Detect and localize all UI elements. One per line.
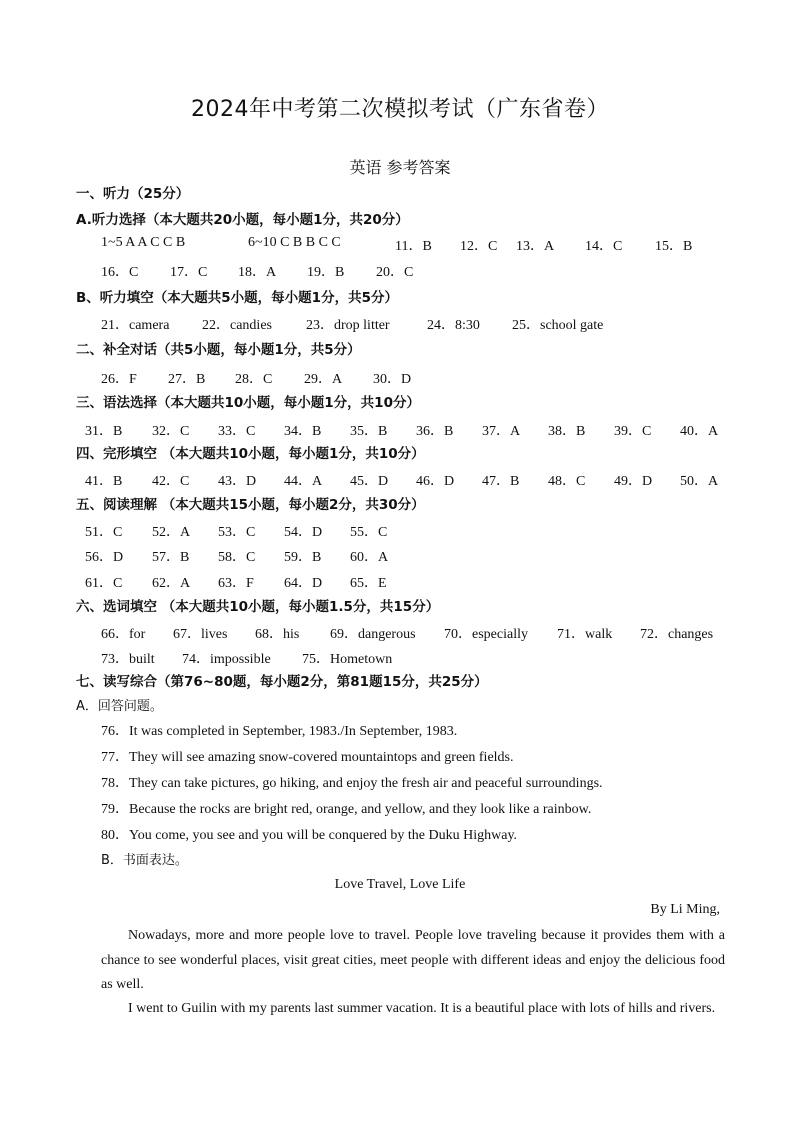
answer-line: 76．It was completed in September, 1983./In September, 1983. bbox=[101, 724, 458, 739]
essay-title: Love Travel, Love Life bbox=[334, 877, 466, 892]
answer-item: 28．C bbox=[235, 372, 273, 387]
section-heading-listening-a: A.听力选择（本大题共20小题，每小题1分，共20分） bbox=[76, 212, 409, 228]
essay-paragraph: Nowadays, more and more people love to travel. People love traveling because it provides them with a chance to see wonderful places, visit great cities, meet people with different ideas and enjoy the delicious food as well. bbox=[101, 928, 725, 992]
section-heading-word-fill: 六、选词填空 （本大题共10小题，每小题1.5分，共15分） bbox=[76, 599, 440, 615]
answer-item: 52．A bbox=[152, 525, 191, 540]
section-heading-dialogue: 二、补全对话（共5小题，每小题1分，共5分） bbox=[76, 342, 361, 358]
answer-item: 71．walk bbox=[557, 627, 613, 642]
answer-item: 16．C bbox=[101, 265, 139, 280]
answer-item: 63．F bbox=[218, 576, 254, 591]
answer-item: 40．A bbox=[680, 424, 719, 439]
answer-item: 46．D bbox=[416, 474, 455, 489]
answer-item: 36．B bbox=[416, 424, 454, 439]
answer-line: 77．They will see amazing snow-covered mountaintops and green fields. bbox=[101, 750, 514, 765]
answer-line: 79．Because the rocks are bright red, orange, and yellow, and they look like a rainbow. bbox=[101, 802, 592, 817]
answer-item: 11．B bbox=[395, 239, 432, 254]
section-heading-reading: 五、阅读理解 （本大题共15小题，每小题2分，共30分） bbox=[76, 497, 425, 513]
page-title: 2024年中考第二次模拟考试（广东省卷） bbox=[191, 97, 609, 122]
answer-item: 74．impossible bbox=[182, 652, 271, 667]
answer-item: 35．B bbox=[350, 424, 388, 439]
answer-item: 47．B bbox=[482, 474, 520, 489]
page-subtitle: 英语 参考答案 bbox=[349, 158, 451, 177]
answer-item: 57．B bbox=[152, 550, 190, 565]
answer-item: 12．C bbox=[460, 239, 498, 254]
answer-item: 19．B bbox=[307, 265, 345, 280]
answer-item: 75．Hometown bbox=[302, 652, 393, 667]
answer-item: 17．C bbox=[170, 265, 208, 280]
answer-item: 43．D bbox=[218, 474, 257, 489]
answer-item: 53．C bbox=[218, 525, 256, 540]
answer-item: 54．D bbox=[284, 525, 323, 540]
section-heading-reading-writing: 七、读写综合（第76~80题，每小题2分，第81题15分，共25分） bbox=[76, 674, 488, 690]
section-heading-grammar: 三、语法选择（本大题共10小题，每小题1分，共10分） bbox=[76, 395, 420, 411]
answer-item: 59．B bbox=[284, 550, 322, 565]
essay-paragraph: I went to Guilin with my parents last summer vacation. It is a beautiful place with lots of hills and rivers. bbox=[128, 1001, 716, 1016]
answer-item: 30．D bbox=[373, 372, 412, 387]
answer-item: 67．lives bbox=[173, 627, 228, 642]
answer-item: 45．D bbox=[350, 474, 389, 489]
answer-item: 39．C bbox=[614, 424, 652, 439]
answer-item: 27．B bbox=[168, 372, 206, 387]
answer-item: 1~5 A A C C B bbox=[101, 235, 186, 250]
answer-item: 55．C bbox=[350, 525, 388, 540]
subsection-label-a: A．回答问题。 bbox=[76, 699, 163, 714]
essay-byline: By Li Ming, bbox=[650, 902, 720, 917]
answer-item: 49．D bbox=[614, 474, 653, 489]
answer-item: 69．dangerous bbox=[330, 627, 416, 642]
answer-item: 24．8:30 bbox=[427, 318, 480, 333]
answer-item: 72．changes bbox=[640, 627, 714, 642]
answer-item: 61．C bbox=[85, 576, 123, 591]
answer-item: 13．A bbox=[516, 239, 555, 254]
answer-item: 21．camera bbox=[101, 318, 170, 333]
answer-item: 15．B bbox=[655, 239, 693, 254]
subsection-label-b: B．书面表达。 bbox=[101, 853, 188, 868]
answer-item: 37．A bbox=[482, 424, 521, 439]
answer-item: 66．for bbox=[101, 627, 146, 642]
answer-item: 22．candies bbox=[202, 318, 272, 333]
answer-item: 68．his bbox=[255, 627, 300, 642]
answer-line: 78．They can take pictures, go hiking, and enjoy the fresh air and peaceful surroundings. bbox=[101, 776, 603, 791]
answer-item: 50．A bbox=[680, 474, 719, 489]
answer-item: 48．C bbox=[548, 474, 586, 489]
answer-item: 31．B bbox=[85, 424, 123, 439]
answer-item: 25．school gate bbox=[512, 318, 604, 333]
answer-item: 32．C bbox=[152, 424, 190, 439]
answer-item: 42．C bbox=[152, 474, 190, 489]
answer-item: 20．C bbox=[376, 265, 414, 280]
answer-item: 73．built bbox=[101, 652, 155, 667]
answer-item: 65．E bbox=[350, 576, 387, 591]
section-heading-listening-b: B、听力填空（本大题共5小题，每小题1分，共5分） bbox=[76, 290, 398, 306]
answer-item: 51．C bbox=[85, 525, 123, 540]
answer-item: 26．F bbox=[101, 372, 137, 387]
answer-item: 33．C bbox=[218, 424, 256, 439]
answer-item: 58．C bbox=[218, 550, 256, 565]
answer-item: 41．B bbox=[85, 474, 123, 489]
answer-item: 44．A bbox=[284, 474, 323, 489]
answer-item: 14．C bbox=[585, 239, 623, 254]
answer-item: 64．D bbox=[284, 576, 323, 591]
section-heading-listening: 一、听力（25分） bbox=[76, 186, 190, 202]
section-heading-cloze: 四、完形填空 （本大题共10小题，每小题1分，共10分） bbox=[76, 446, 425, 462]
answer-line: 80．You come, you see and you will be conquered by the Duku Highway. bbox=[101, 828, 518, 843]
answer-item: 23．drop litter bbox=[306, 318, 390, 333]
answer-item: 70．especially bbox=[444, 627, 528, 642]
answer-item: 38．B bbox=[548, 424, 586, 439]
answer-item: 6~10 C B B C C bbox=[248, 235, 341, 250]
answer-item: 56．D bbox=[85, 550, 124, 565]
answer-item: 18．A bbox=[238, 265, 277, 280]
answer-item: 29．A bbox=[304, 372, 343, 387]
answer-item: 60．A bbox=[350, 550, 389, 565]
answer-item: 62．A bbox=[152, 576, 191, 591]
answer-item: 34．B bbox=[284, 424, 322, 439]
